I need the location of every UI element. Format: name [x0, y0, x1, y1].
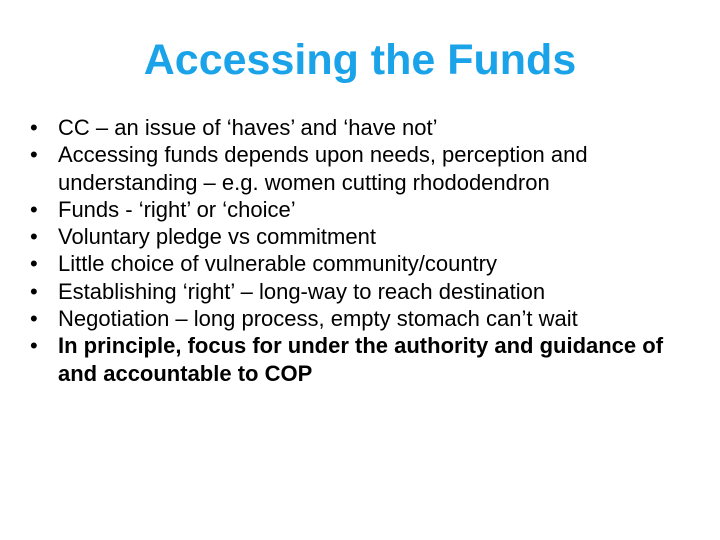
bullet-item [30, 196, 702, 223]
bullet-text: In principle, focus for under the authority and guidance of and accountable to COP [58, 333, 664, 386]
bullet-item [30, 114, 702, 141]
bullet-icon: • [30, 251, 38, 277]
bullet-text: Voluntary pledge vs commitment [58, 224, 376, 250]
bullet-icon: • [30, 224, 38, 250]
bullet-item [30, 278, 702, 305]
bullet-item [30, 141, 702, 196]
bullet-text: Little choice of vulnerable community/country [58, 251, 497, 277]
bullet-text: Negotiation – long process, empty stomach can’t wait [58, 306, 578, 332]
slide-title: Accessing the Funds [143, 36, 577, 84]
bullet-item [30, 250, 702, 277]
bullet-icon: • [30, 115, 38, 140]
bullet-item [30, 332, 702, 387]
bullet-text: Establishing ‘right’ – long-way to reach destination [58, 278, 546, 304]
bullet-text: Funds - ‘right’ or ‘choice’ [58, 196, 296, 222]
bullet-item [30, 223, 702, 250]
bullet-text: CC – an issue of ‘haves’ and ‘have not’ [58, 115, 438, 140]
bullet-list [30, 114, 702, 387]
bullet-icon: • [30, 306, 38, 332]
bullet-text: Accessing funds depends upon needs, perception and understanding – e.g. women cutting rhododendron [58, 142, 588, 195]
bullet-icon: • [30, 278, 38, 304]
bullet-icon: • [30, 196, 38, 222]
bullet-icon: • [30, 333, 38, 359]
bullet-item [30, 305, 702, 332]
bullet-icon: • [30, 142, 38, 168]
